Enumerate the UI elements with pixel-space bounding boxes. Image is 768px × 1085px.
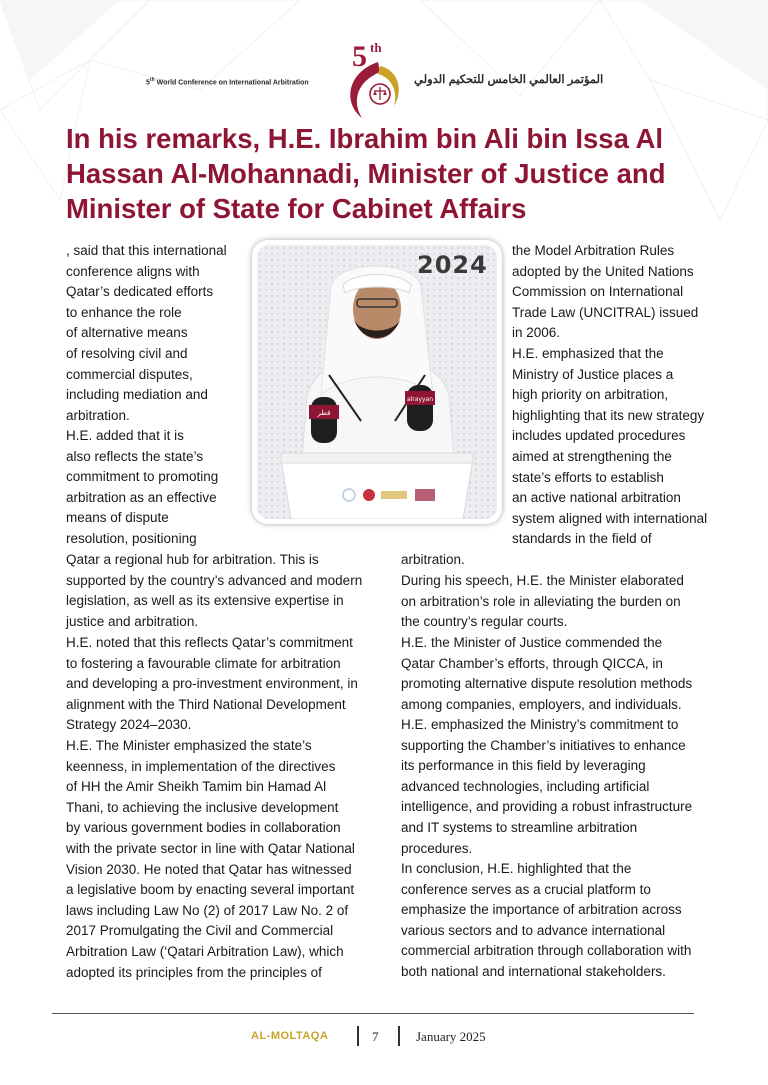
page-number: 7 (372, 1029, 379, 1044)
mic-label-left: قطر (317, 409, 331, 417)
mic-label-right: alrayyan (406, 396, 434, 403)
logo-suffix: th (370, 40, 382, 55)
footer-rule (52, 1013, 694, 1014)
col1-paragraph-1: , said that this international conference aligns with Qatar’s dedicated efforts to enhance the role of alternative means of resolving civil and commercial disputes, including mediation and arbitration. (66, 243, 227, 423)
article-headline: In his remarks, H.E. Ibrahim bin Ali bin Issa Al Hassan Al-Mohannadi, Minister of Justice and Minister of State for Cabinet Affairs (66, 123, 666, 224)
col2-paragraph-3: During his speech, H.E. the Minister elaborated on arbitration’s role in alleviating the burden on the country’s regular courts. (401, 573, 684, 630)
publication-brand: AL-MOLTAQA (251, 1030, 329, 1042)
col1-paragraph-2: H.E. added that it is also reflects the state’s commitment to promoting arbitration as an effective means of dispute resolution, positioning (66, 428, 219, 546)
conference-title-english (146, 77, 342, 86)
col2-paragraph-2: H.E. emphasized that the Ministry of Justice places a high priority on arbitration, highlighting that its new strategy includes updated procedures aimed at strengthening the state’s efforts to establish an active national arbitration system aligned with international standards in the field of (512, 346, 708, 547)
backdrop-year: 2024 (417, 251, 488, 279)
col2-paragraph-5: H.E. emphasized the Ministry’s commitment to supporting the Chamber’s initiatives to enhance its performance in this field by leveraging advanced technologies, including artificial intelligence, and providing a robust infrastructure and IT systems to streamline arbitration procedures. (401, 717, 693, 856)
speaker-illustration (257, 245, 497, 519)
col1-paragraph-3: H.E. noted that this reflects Qatar’s commitment to fostering a favourable climate for arbitration and developing a pro-investment environment, in alignment with the Third National Development Strategy 2024–2030. (66, 635, 358, 733)
conference-logo (338, 36, 414, 122)
col2-paragraph-6: In conclusion, H.E. highlighted that the conference serves as a crucial platform to emphasize the importance of arbitration across various sectors and to advance international commercial arbitration through collaboration with both national and international stakeholders. (401, 861, 692, 979)
conference-number: 5 (146, 79, 150, 87)
col2-paragraph-2-continued: arbitration. (401, 552, 465, 567)
conference-title-text: World Conference on International Arbitration (154, 79, 309, 87)
footer-separator-right (398, 1026, 400, 1046)
speaker-photo-frame (252, 240, 502, 524)
col1-paragraph-2-continued: Qatar a regional hub for arbitration. This is supported by the country’s advanced and modern legislation, as well as its extensive expertise in justice and arbitration. (66, 552, 363, 629)
col2-paragraph-4: H.E. the Minister of Justice commended the Qatar Chamber’s efforts, through QICCA, in promoting alternative dispute resolution methods among companies, employers, and individuals. (401, 635, 693, 712)
conference-number-suffix: th (149, 77, 155, 83)
conference-title-arabic: المؤتمر العالمي الخامس للتحكيم الدولي (414, 74, 604, 86)
footer-separator-left (357, 1026, 359, 1046)
logo-number: 5 (352, 40, 367, 73)
col1-paragraph-4: H.E. The Minister emphasized the state’s keenness, in implementation of the directives of HH the Amir Sheikh Tamim bin Hamad Al Thani, to achieving the inclusive development by various government bodies in collaboration with the private sector in line with Qatar National Vision 2030. He noted that Qatar has witnessed a legislative boom by enacting several important laws including Law No (2) of 2017 Law No. 2 of 2017 Promulgating the Civil and Commercial Arbitration Law (‘Qatari Arbitration Law), which adopted its principles from the principles of (66, 738, 355, 980)
col2-paragraph-1: the Model Arbitration Rules adopted by the United Nations Commission on International Trade Law (UNCITRAL) issued in 2006. (512, 243, 699, 341)
speaker-photo (257, 245, 497, 519)
issue-date: January 2025 (416, 1029, 486, 1044)
